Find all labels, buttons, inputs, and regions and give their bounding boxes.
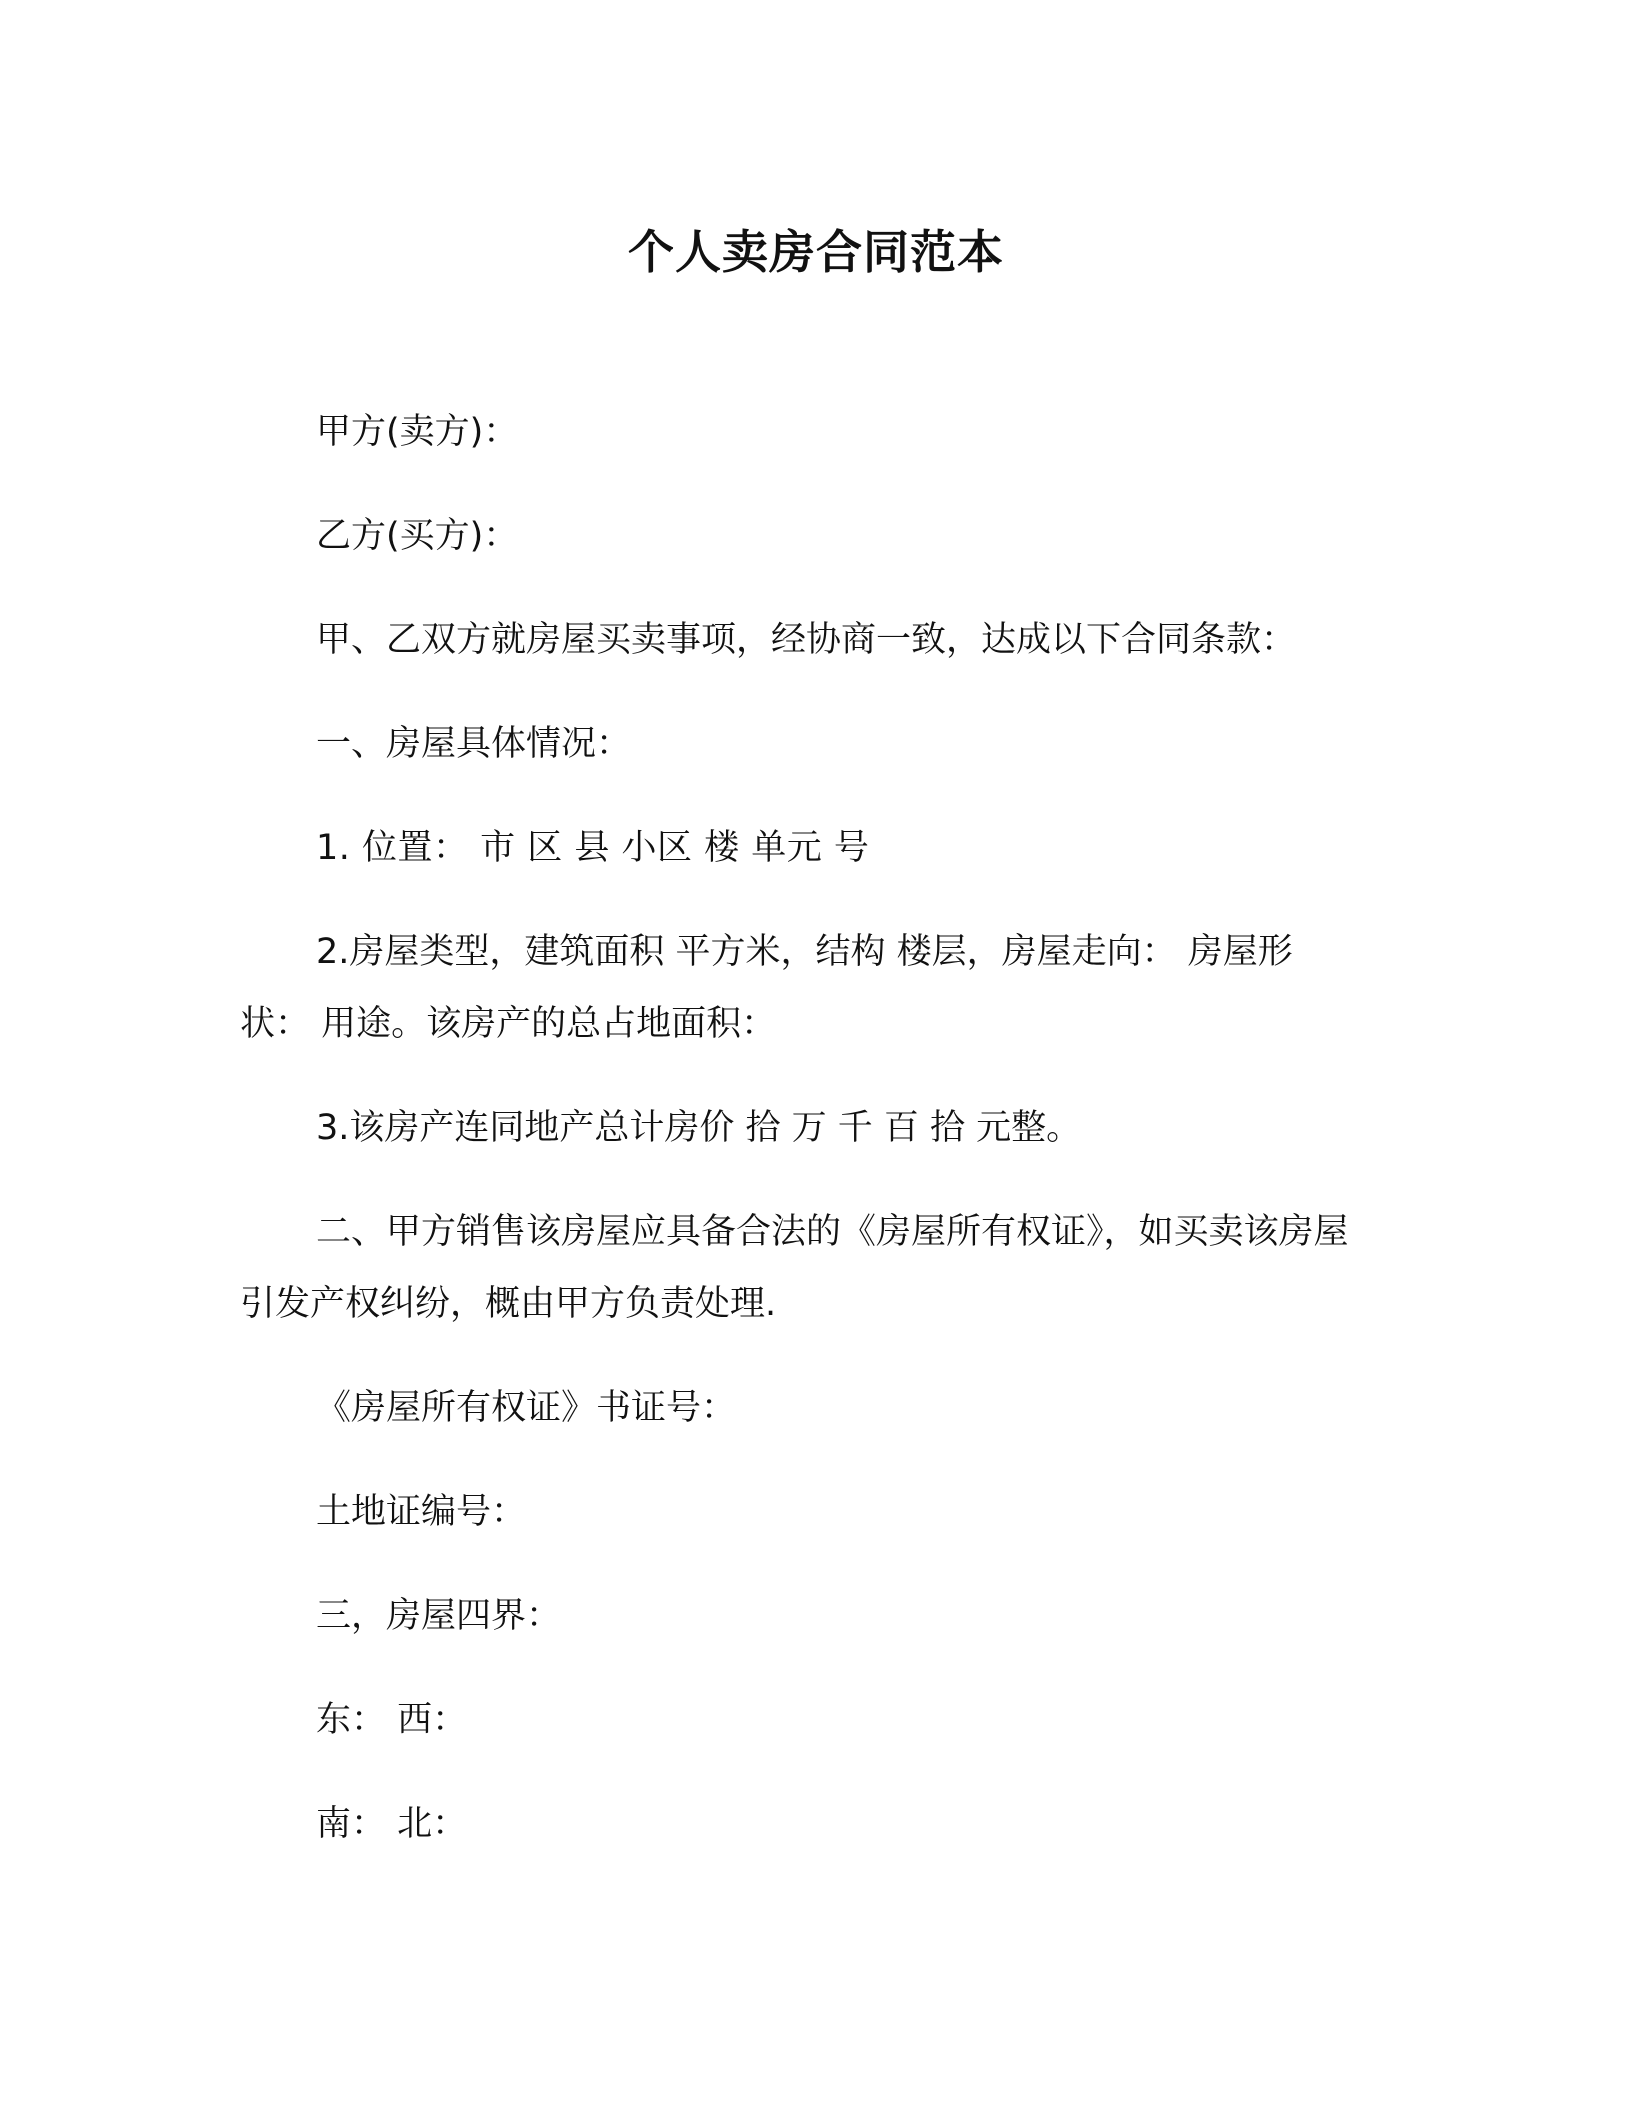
paragraph-ownership-cert: 《房屋所有权证》书证号： (316, 1388, 737, 1428)
paragraph-section-3-heading: 三，房屋四界： (316, 1596, 562, 1636)
paragraph-agreement-intro: 甲、乙双方就房屋买卖事项，经协商一致，达成以下合同条款： (316, 620, 1297, 660)
document-title: 个人卖房合同范本 (628, 225, 1004, 279)
paragraph-section-1-heading: 一、房屋具体情况： (316, 724, 632, 764)
paragraph-seller: 甲方(卖方)： (316, 412, 519, 452)
paragraph-house-type: 2.房屋类型，建筑面积 平方米，结构 楼层，房屋走向： 房屋形状： 用途。该房产的总占地面积： (240, 932, 1293, 1044)
document-body (240, 396, 1352, 1892)
paragraph-location: 1. 位置： 市 区 县 小区 楼 单元 号 (316, 828, 870, 868)
paragraph-south-north: 南： 北： (316, 1804, 468, 1844)
paragraph-price: 3.该房产连同地产总计房价 拾 万 千 百 拾 元整。 (316, 1108, 1082, 1148)
paragraph-east-west: 东： 西： (316, 1700, 468, 1740)
paragraph-buyer: 乙方(买方)： (316, 516, 519, 556)
paragraph-section-2: 二、甲方销售该房屋应具备合法的《房屋所有权证》，如买卖该房屋引发产权纠纷，概由甲方负责处理. (240, 1212, 1349, 1324)
paragraph-land-cert: 土地证编号： (316, 1492, 527, 1532)
